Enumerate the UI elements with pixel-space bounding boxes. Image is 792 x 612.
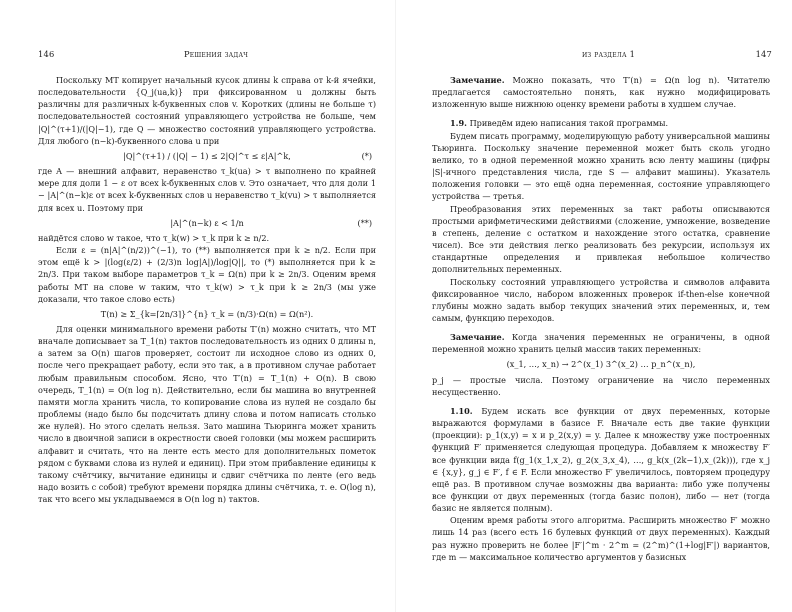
formula-array-encoding [432,358,770,370]
section-1-10 [432,405,770,514]
paragraph: Если ε = (n|A|^(n/2))^(−1), то (**) выполняется при k ≥ n/2. Если при этом ещё k > |(log(ε/2) + (2/3)n log|A|)/log|Q||, то (*) выполняется при k ≥ 2n/3. При таком выборе параметров τ_k = Ω(n) при k ≥ 2n/3. Оценим время работы МТ на слове w таким, что τ_k(w) > τ_k при k ≥ 2n/3 (мы уже доказали, что такое слово есть) [38,245,376,304]
remark-label: Замечание. [450,332,505,343]
paragraph: Для оценки минимального времени работы T′(n) можно считать, что МТ вначале дописывает за T_1(n) тактов последовательность из одних 0 длины n, а затем за O(n) шагов проверяет, состоит ли исходное слово из одних 0, после чего прекращает работу, если это так, а в противном случае работает любым правильным способом. Ясно, что T′(n) = T_1(n) + O(n). В свою очередь, T_1(n) = O(n log n). Действительно, если бы машина во внутренней памяти могла хранить числа, то копирование слова из нулей не создало бы проблемы (надо было бы подсчитать длину слова и потом написать столько же нулей). Но этого сделать нельзя. Зато машина Тьюринга может хранить число в двоичной записи в окрестности своей головки (мы можем расширить алфавит и считать, что на ленте есть место для дополнительных пометок рядом с буквами слова из нулей и единиц). При этом прибавление единицы к такому счётчику, вычитание единицы и сдвиг счётчика по ленте (его ведь надо возить с собой) требуют времени порядка длины счётчика, т. е. O(log n), так что всего мы укладываемся в O(n log n) тактов. [38,323,376,505]
formula-text: |A|^(n−k) ε < 1/n [170,217,244,228]
formula-tag: (**) [357,217,372,228]
right-page-header [432,49,772,63]
formula-tag: (*) [361,150,372,161]
section-1-9-heading [432,117,770,129]
right-page-number: 147 [755,49,772,59]
formula-text: |Q|^(τ+1) / (|Q| − 1) ≤ 2|Q|^τ ≤ ε|A|^k, [123,150,291,161]
left-page-number: 146 [38,49,55,59]
right-running-head: из раздела 1 [582,49,636,59]
section-text: Будем искать все функции от двух переменных, которые выражаются формулами в базисе F. Вначале есть две такие функции (проекции): p_1(x,y) = x и p_2(x,y) = y. Далее к множеству уже построенных функций F′ применяется следующая процедура. Добавляем к множеству F′ все функции вида f(g_1(x_1,x_2), g_2(x_3,x_4), …, g_k(x_(2k−1),x_(2k))), где x_j ∈ {x,y}, g_j ∈ F′, f ∈ F. Если множество F′ увеличилось, повторяем процедуру ещё раз. В противном случае возможны два варианта: либо уже получены все функции от двух переменных (тогда базис полон), либо — нет (тогда базис не является полным). [432,405,770,514]
remark [432,74,770,110]
section-text: Приведём идею написания такой программы. [469,118,669,129]
paragraph: где A — внешний алфавит, неравенство τ_k(ua) > τ выполнено по крайней мере для доли 1 − ε от всех k-буквенных слов v. Это означает, что для доли 1 − |A|^(n−k)ε от всех k-буквенных слов u неравенство τ_k(vu) > τ выполняется для всех u. Поэтому при [38,166,376,213]
section-number: 1.9. [450,118,467,129]
paragraph: Поскольку состояний управляющего устройства и символов алфавита фиксированное число, набором вложенных проверок if-then-else конечной глубины можно задать выбор текущих значений этих переменных, и, тем самым, функцию переходов. [432,276,770,323]
right-body-text [432,74,770,563]
paragraph: Поскольку МТ копирует начальный кусок длины k справа от k-й ячейки, последовательности {Q_j(ua,k)} при фиксированном u должны быть различны для различных k-буквенных слов v. Коротких (длины не больше τ) последовательностей состояний управляющего устройства не больше, чем |Q|^(τ+1)/(|Q|−1), где Q — множество состояний управляющего устройства. Для любого (n−k)-буквенного слова u при [38,75,376,146]
paragraph: Оценим время работы этого алгоритма. Расширить множество F′ можно лишь 14 раз (всего есть 16 булевых функций от двух переменных). Каждый раз нужно проверить не более |F′|^m · 2^m = (2^m)^(1+log|F′|) вариантов, где m — максимальное количество аргументов у базисных [432,515,770,562]
paragraph: Преобразования этих переменных за такт работы описываются простыми арифметическими действиями (сложение, умножение, возведение в степень, деление с остатком и нахождение этого остатка, сравнение чисел). Все эти действия легко реализовать без рекурсии, используя их стандартные определения и привлекая небольшое количество дополнительных переменных. [432,203,770,275]
paragraph: p_j — простые числа. Поэтому ограничение на число переменных несущественно. [432,374,770,397]
remark-text: Можно показать, что T′(n) = Ω(n log n). Читателю предлагается самостоятельно понять, как нужно модифицировать изложенную выше нижнюю оценку времени работы в худшем случае. [432,75,770,110]
remark-label: Замечание. [450,75,505,85]
formula-text: (x_1, …, x_n) → 2^(x_1) 3^(x_2) … p_n^(x_n), [506,359,696,370]
formula-double-star [38,217,376,229]
left-running-head: Решения задач [184,49,249,59]
paragraph: Будем писать программу, моделирующую работу универсальной машины Тьюринга. Поскольку значение переменной может быть сколь угодно велико, то в одной переменной можно хранить всю ленту машины (цифры |S|-ичного представления числа, где S — алфавит машины). Указатель положения головки — это ещё одна переменная, состояние управляющего устройства — третья. [432,130,770,202]
left-body-text [38,74,376,505]
section-number: 1.10. [450,405,473,416]
paragraph: найдётся слово w такое, что τ_k(w) > τ_k при k ≥ n/2. [38,232,270,243]
formula-star [38,150,376,162]
remark-text: Когда значения переменных не ограничены, в одной переменной можно хранить целый массив таких переменных: [432,332,770,355]
remark [432,331,770,355]
right-page [396,0,792,612]
formula-time-sum [38,308,376,320]
left-page-header [38,49,378,63]
formula-text: T(n) ≥ Σ_{k=⌈2n/3⌉}^{n} τ_k = (n/3)·Ω(n) = Ω(n²). [100,308,314,319]
